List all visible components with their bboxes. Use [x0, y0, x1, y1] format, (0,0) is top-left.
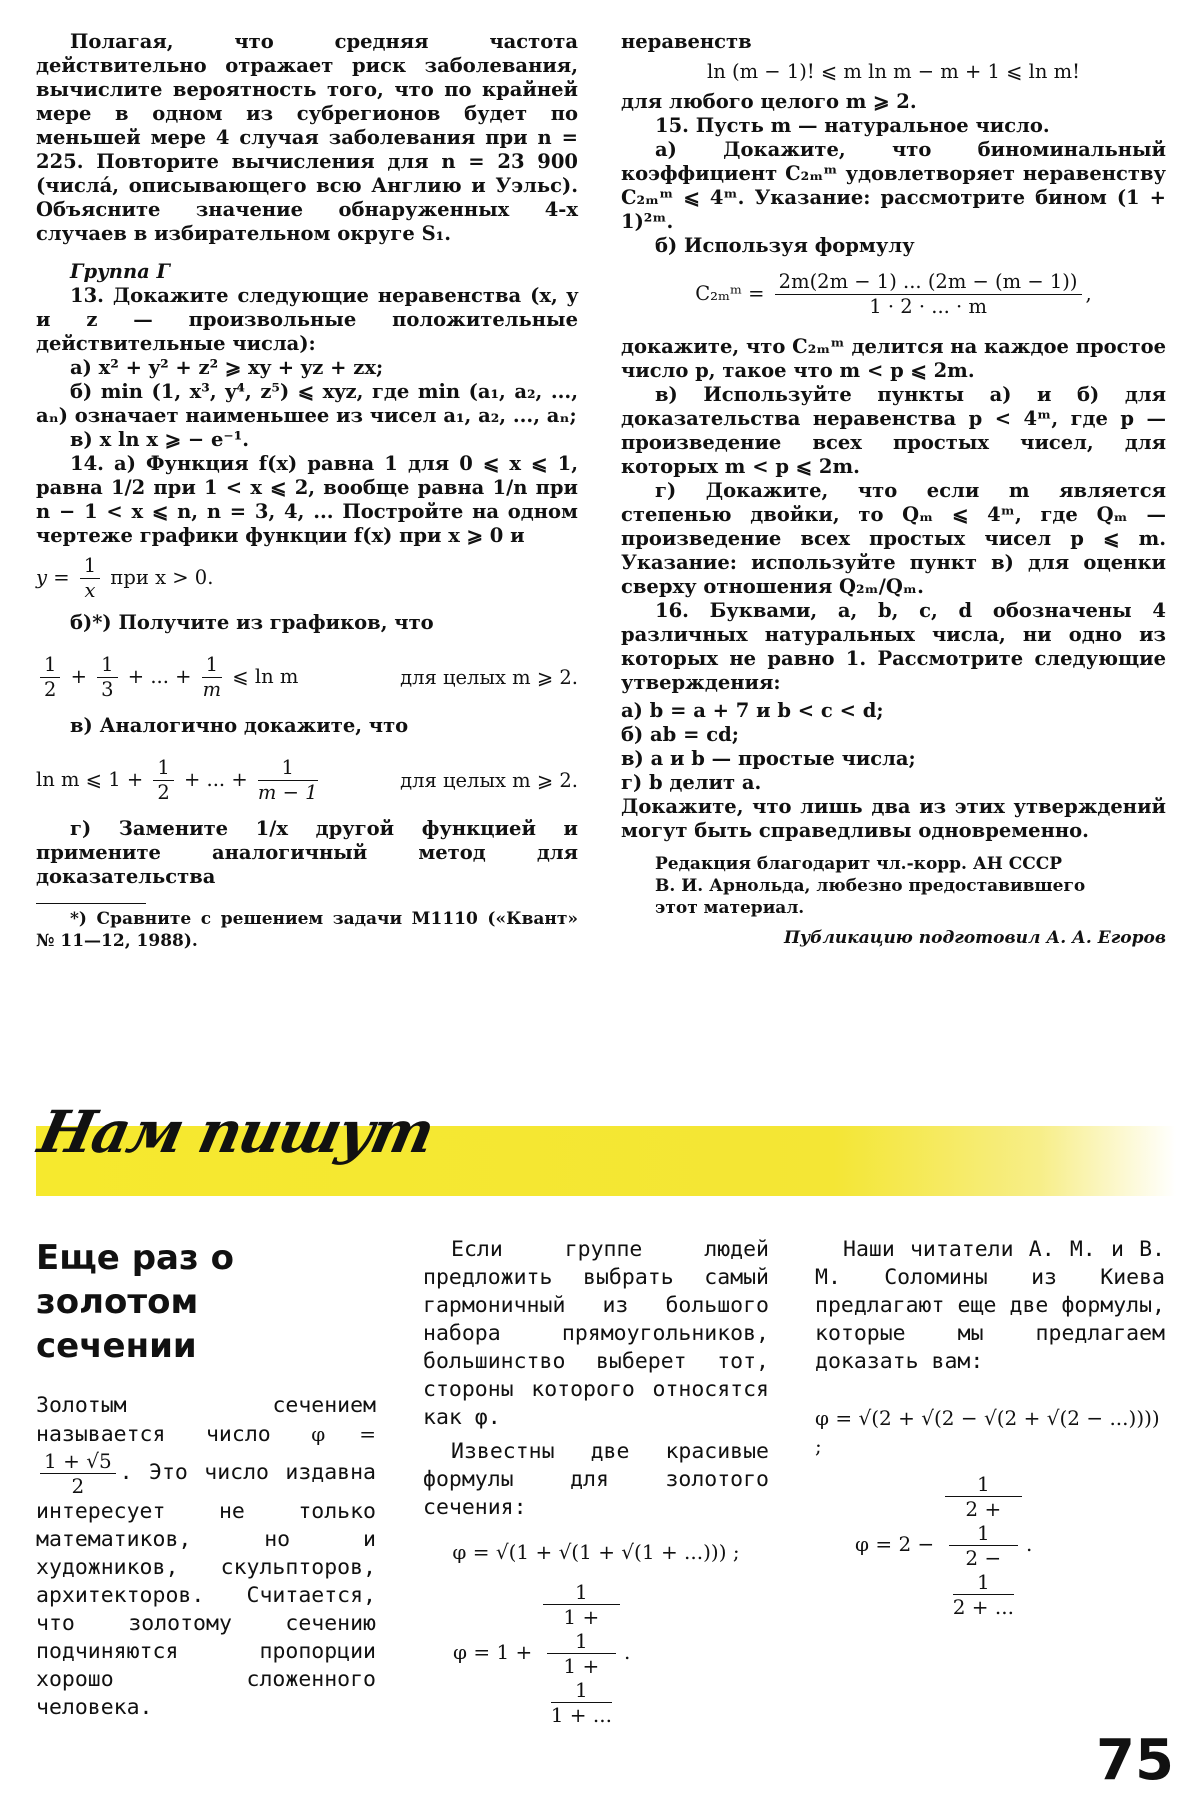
- credit: Публикацию подготовил А. А. Егоров: [783, 928, 1166, 948]
- frac-den: 2 +: [965, 1497, 1002, 1521]
- frac-num: 1: [80, 554, 100, 579]
- frac-num: 1: [949, 1521, 1018, 1546]
- problem-13c: в) x ln x ⩾ − e⁻¹.: [70, 428, 250, 451]
- text: . Это число издавна интересует не только математиков, но и художников, скульпторов, архитекторов. Считается, что золотому сечению подчиняются пропорции хорошо сложенного человека.: [36, 1460, 376, 1720]
- problem-13a: а) x² + y² + z² ⩾ xy + yz + zx;: [70, 356, 384, 379]
- equation: ln (m − 1)! ⩽ m ln m − m + 1 ⩽ ln m!: [706, 60, 1080, 83]
- frac-num: 1: [543, 1580, 620, 1605]
- problem-15v: в) Используйте пункты а) и б) для доказательства неравенства p < 4ᵐ, где p — произведение всех простых чисел, для которых m < p ⩽ 2m.: [621, 383, 1166, 478]
- eq-tail: ⩽ ln m: [232, 665, 299, 688]
- paragraph: неравенств: [621, 30, 752, 53]
- statement-a: а) b = a + 7 и b < c < d;: [621, 699, 884, 722]
- frac-den: 2 −: [965, 1546, 1002, 1570]
- frac-den: 1 +: [563, 1654, 600, 1678]
- problem-15a: а) Докажите, что биноминальный коэффициент C₂ₘᵐ удовлетворяет неравенству C₂ₘᵐ ⩽ 4ᵐ. Указание: рассмотрите бином (1 + 1)²ᵐ.: [621, 138, 1166, 233]
- formula-4: φ = 2 − 1 2 + 1 2 − 1 2 + ... .: [855, 1472, 1033, 1619]
- frac-num: 1: [153, 756, 173, 781]
- problem-14v: в) Аналогично докажите, что: [70, 714, 409, 737]
- paragraph: Если группе людей предложить выбрать самый гармоничный из большого набора прямоугольников, большинство выберет тот, стороны которого относятся как φ.: [423, 1237, 769, 1430]
- frac-num: 1: [202, 653, 222, 678]
- eq-lhs: φ = 1 +: [453, 1640, 533, 1664]
- equation-14v: ln m ⩽ 1 + $\frac{1}{2}$ + ... + $\frac{1}{m - 1}$ для целых m ⩾ 2.: [36, 756, 578, 804]
- frac-den: 2 + ...: [952, 1595, 1014, 1619]
- paragraph: Наши читатели А. М. и В. М. Соломины из Киева предлагают еще две формулы, которые мы предлагаем доказать вам:: [815, 1237, 1165, 1374]
- frac-num: 1 + √5: [40, 1449, 116, 1474]
- equation-14a: [36, 554, 578, 603]
- frac-den: 1 + ...: [550, 1703, 612, 1727]
- problem-15g: г) Докажите, что если m является степенью двойки, то Qₘ ⩽ 4ᵐ, где Qₘ — произведение всех простых чисел p ⩽ m. Указание: используйте пункт в) для оценки сверху отношения Q₂ₘ/Qₘ.: [621, 479, 1166, 598]
- footnote: *) Сравните с решением задачи М1110 («Квант» № 11—12, 1988).: [36, 909, 578, 951]
- frac-num: 2m(2m − 1) ... (2m − (m − 1)): [775, 270, 1082, 295]
- problem-15b: б) Используя формулу: [655, 234, 915, 257]
- frac-num: 1: [547, 1629, 616, 1654]
- problem-16: 16. Буквами, a, b, c, d обозначены 4 различных натуральных числа, ни одно из которых не равно 1. Рассмотрите следующие утверждения:: [621, 599, 1166, 694]
- statement-b: б) ab = cd;: [621, 723, 739, 746]
- section-banner-title: Нам пишут: [32, 1098, 439, 1166]
- formula-1: φ = √(1 + √(1 + √(1 + ...))) ;: [452, 1540, 740, 1564]
- frac-den: 2: [157, 781, 170, 804]
- equation-14b: $\frac{1}{2}$ + $\frac{1}{3}$ + ... + $\frac{1}{m}$ ⩽ ln m для целых m ⩾ 2.: [36, 653, 578, 702]
- problem-14a: 14. а) Функция f(x) равна 1 для 0 ⩽ x ⩽ 1, равна 1/2 при 1 < x ⩽ 2, вообще равна 1/n при n − 1 < x ⩽ n, n = 3, 4, ... Постройте на одном чертеже графики функции f(x) при x ⩾ 0 и: [36, 452, 578, 547]
- frac-den: m: [202, 678, 222, 701]
- statement-g: г) b делит a.: [621, 771, 762, 794]
- problem-14g: г) Замените 1/x другой функцией и примените аналогичный метод для доказательства: [36, 817, 578, 888]
- left-column: [36, 30, 578, 952]
- problem-15: 15. Пусть m — натуральное число.: [655, 114, 1050, 137]
- article-right-column: [815, 1236, 1165, 1619]
- eq-condition: для целых m ⩾ 2.: [400, 665, 578, 689]
- eq-lhs: C₂ₘᵐ =: [695, 282, 765, 305]
- frac-num: 1: [40, 653, 60, 678]
- text: Золотым сечением называется число: [36, 1393, 376, 1447]
- paragraph: [36, 1392, 376, 1722]
- paragraph: Известны две красивые формулы для золотого сечения:: [423, 1439, 769, 1520]
- acknowledgement: [621, 853, 1166, 919]
- paragraph: докажите, что C₂ₘᵐ делится на каждое простое число p, такое что m < p ⩽ 2m.: [621, 335, 1166, 382]
- ack-line: Редакция благодарит чл.-корр. АН СССР: [655, 854, 1063, 874]
- eq-lhs: φ = 2 −: [855, 1532, 935, 1556]
- problem-13b: б) min (1, x³, y⁴, z⁵) ⩽ xyz, где min (a₁, a₂, ..., aₙ) означает наименьшее из чисел a₁, a₂, ..., aₙ;: [36, 380, 578, 427]
- frac-num: 1: [551, 1678, 612, 1703]
- eq-rhs: при x > 0.: [110, 566, 214, 589]
- paragraph: для любого целого m ⩾ 2.: [621, 90, 917, 113]
- frac-den: 1 · 2 · ... · m: [869, 295, 987, 318]
- frac-num: 1: [258, 756, 318, 781]
- problem-14b: б)*) Получите из графиков, что: [70, 611, 434, 634]
- eq-lhs: ln m ⩽ 1 +: [36, 768, 144, 791]
- frac-den: 3: [101, 678, 114, 701]
- frac-den: 2: [44, 678, 57, 701]
- article-left-column: [36, 1392, 376, 1722]
- statement-v: в) a и b — простые числа;: [621, 747, 916, 770]
- frac-den: 2: [71, 1474, 85, 1498]
- page-number: 75: [1096, 1728, 1174, 1793]
- article-middle-column: [423, 1236, 769, 1727]
- eq-condition: для целых m ⩾ 2.: [400, 768, 578, 792]
- footnote-rule: [36, 903, 146, 904]
- paragraph: Полагая, что средняя частота действительно отражает риск заболевания, вычислите вероятность того, что по крайней мере в одном из субрегионов будет по меньшей мере 4 случая заболевания при n = 225. Повторите вычисления для n = 23 900 (числá, описывающего всю Англию и Уэльс). Объясните значение обнаруженных 4-х случаев в избирательном округе S₁.: [36, 30, 578, 245]
- right-column: [621, 30, 1166, 949]
- ack-line: В. И. Арнольда, любезно предоставившего: [655, 876, 1086, 896]
- article-title: Еще раз о золотом сечении: [36, 1238, 234, 1366]
- phi: φ =: [311, 1422, 377, 1446]
- formula-2: φ = 1 + 1 1 + 1 1 + 1 1 + ... .: [453, 1580, 631, 1727]
- frac-den: 1 +: [563, 1605, 600, 1629]
- frac-num: 1: [97, 653, 117, 678]
- problem-13: 13. Докажите следующие неравенства (x, y и z — произвольные положительные действительные числа):: [36, 284, 578, 355]
- ack-line: этот материал.: [655, 898, 805, 918]
- paragraph: Докажите, что лишь два из этих утверждений могут быть справедливы одновременно.: [621, 795, 1166, 842]
- formula-3: φ = √(2 + √(2 − √(2 + √(2 − ...)))) ;: [815, 1406, 1160, 1458]
- frac-num: 1: [945, 1472, 1022, 1497]
- group-heading: Группа Г: [70, 260, 171, 283]
- frac-num: 1: [953, 1570, 1014, 1595]
- eq-lhs: y =: [36, 566, 70, 589]
- frac-den: x: [84, 579, 96, 602]
- equation-15b: C₂ₘᵐ = $\frac{2m(2m - 1) ... (2m - (m - 1))}{1 \cdot 2 \cdot ... \cdot m}$ ,: [695, 270, 1092, 318]
- frac-den: m − 1: [257, 781, 318, 804]
